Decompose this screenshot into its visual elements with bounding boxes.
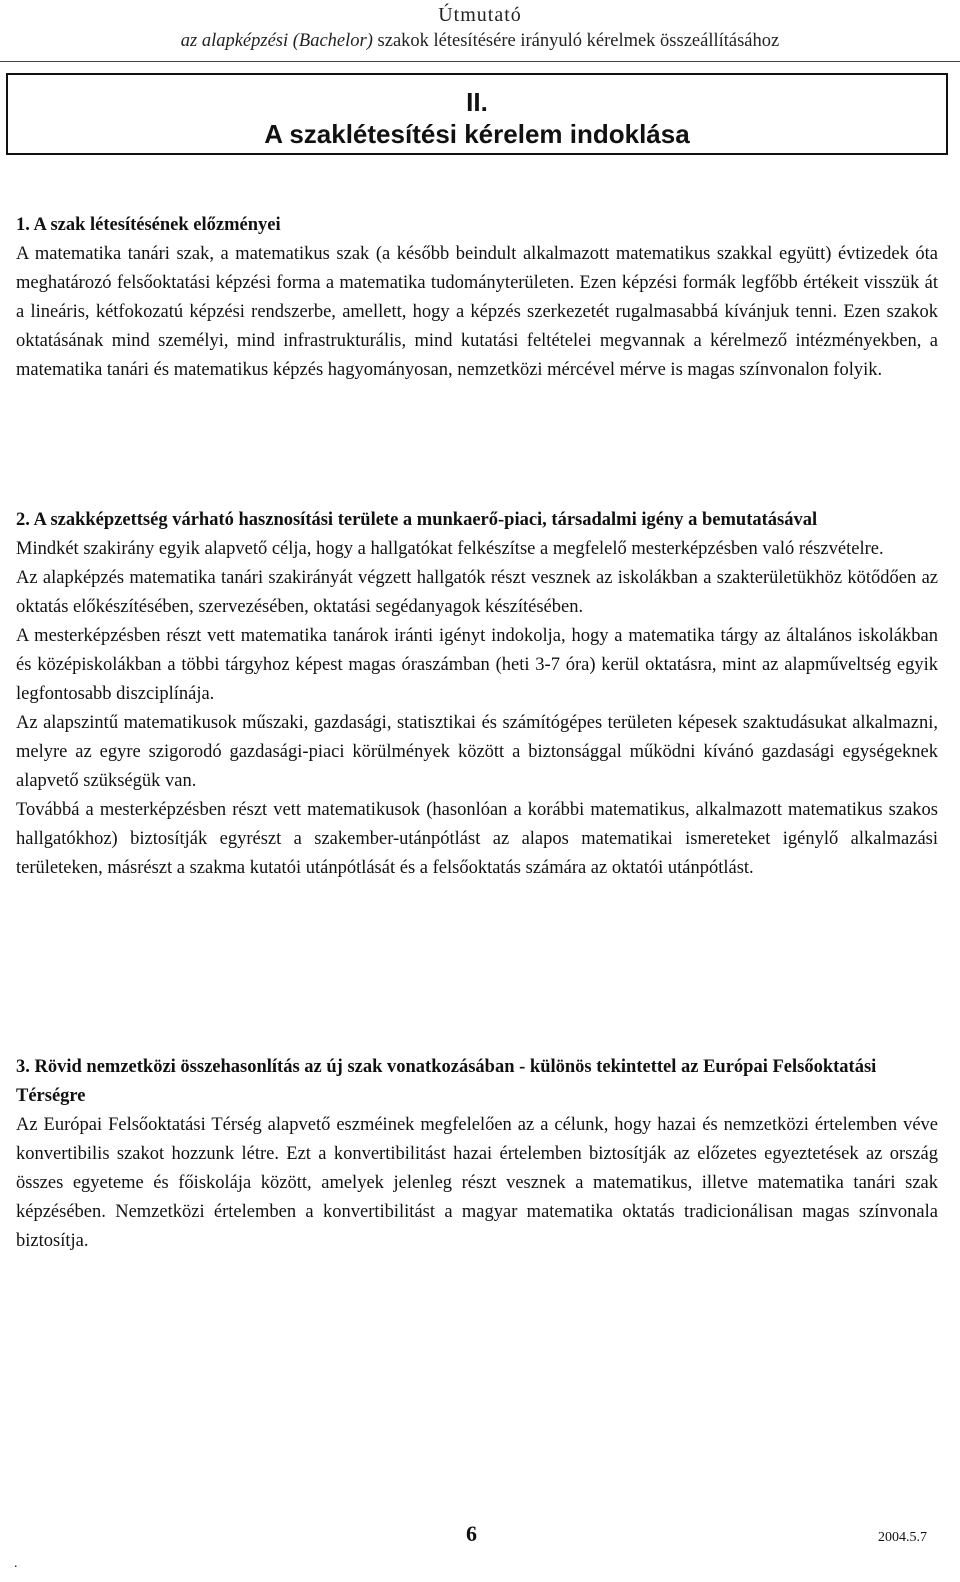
chapter-number: II. [466,87,488,117]
footer-mark: . [14,1556,18,1571]
header-subtitle [0,31,960,52]
header-divider [0,61,960,62]
section-3 [16,1053,938,1256]
section-2-heading: 2. A szakképzettség várható hasznosítási területe a munkaerő-piaci, társadalmi igény a bemutatásával [16,510,818,530]
page-number: 6 [466,1521,477,1546]
section-2-paragraph: Továbbá a mesterképzésben részt vett matematikusok (hasonlóan a korábbi matematikus, alkalmazott matematikus szakos hallgatókhoz) biztosítják egyrészt a szakember-utánpótlást az alapos matematikai ismereteket igénylő alkalmazási területeken, másrészt a szakma kutatói utánpótlását és a felsőoktatás számára az oktatói utánpótlást. [16,800,938,878]
chapter-title: A szaklétesítési kérelem indoklása [264,119,690,149]
section-1-body: A matematika tanári szak, a matematikus szak (a később beindult alkalmazott matematikus szakkal együtt) évtizedek óta meghatározó felsőoktatási képzési forma a matematika tudományterületen. Ezen képzési formák legfőbb értékeit visszük át a lineáris, kétfokozatú képzési rendszerbe, amellett, hogy a képzés szerkezetét rugalmasabbá kívánjuk tenni. Ezen szakok oktatásának mind személyi, mind infrastrukturális, mind kutatási feltételei megvannak a kérelmező intézményekben, a matematika tanári és matematikus képzés hagyományosan, nemzetközi mércével mérve is magas színvonalon folyik. [16,244,938,380]
chapter-title-box [6,73,948,155]
section-3-body: Az Európai Felsőoktatási Térség alapvető eszméinek megfelelően az a célunk, hogy hazai és nemzetközi értelemben véve konvertibilis szakot hozzunk létre. Ezt a konvertibilitást hazai értelemben biztosítják az előzetes egyeztetések az ország összes egyeteme és főiskolája között, amelyek jelenleg részt vesznek a matematikus, illetve matematika tanári szak képzésében. Nemzetközi értelemben a konvertibilitást a magyar matematika oktatás tradicionálisan magas színvonala biztosítja. [16,1115,938,1251]
section-2-paragraph: A mesterképzésben részt vett matematika tanárok iránti igényt indokolja, hogy a matematika tárgy az általános iskolákban és középiskolákban a többi tárgyhoz képest magas óraszámban (heti 3-7 óra) kerül oktatásra, mint az alapműveltség egyik legfontosabb diszciplínája. [16,626,938,704]
section-2-paragraph: Mindkét szakirány egyik alapvető célja, hogy a hallgatókat felkészítse a megfelelő mesterképzésben való részvételre. [16,539,884,559]
section-3-heading: 3. Rövid nemzetközi összehasonlítás az új szak vonatkozásában - különös tekintettel az Európai Felsőoktatási Térségre [16,1057,877,1106]
section-2-paragraph: Az alapképzés matematika tanári szakirányát végzett hallgatók részt vesznek az iskolákban a szakterületükhöz kötődően az oktatás előkészítésében, szervezésében, oktatási segédanyagok készítésében. [16,568,938,617]
section-2 [16,506,938,883]
section-1 [16,211,938,385]
footer-date: 2004.5.7 [878,1530,927,1545]
section-2-paragraph: Az alapszintű matematikusok műszaki, gazdasági, statisztikai és számítógépes területen képesek szaktudásukat alkalmazni, melyre az egyre szigorodó gazdasági-piaci körülmények között a biztonsággal működni kívánó gazdasági egységeknek alapvető szükségük van. [16,713,938,791]
header-title: Útmutató [438,4,522,26]
section-1-heading: 1. A szak létesítésének előzményei [16,215,281,235]
header-subtitle-rest: szakok létesítésére irányuló kérelmek összeállításához [372,31,780,51]
header-subtitle-italic: az alapképzési (Bachelor) [180,31,373,51]
